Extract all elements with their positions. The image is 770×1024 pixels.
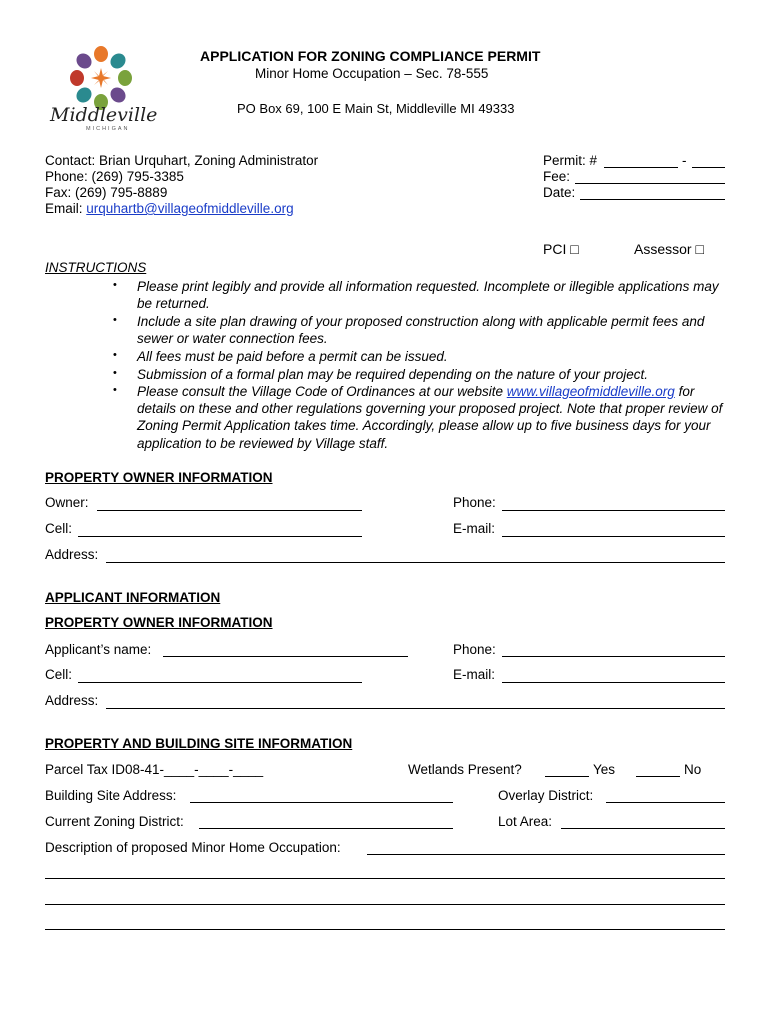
logo-wordmark: Middleville: [50, 104, 158, 126]
owner-label: Owner:: [45, 495, 89, 510]
instruction-item: Please print legibly and provide all information requested. Incomplete or illegible applications may be returned.: [137, 279, 719, 312]
instruction-item: Include a site plan drawing of your proposed construction along with applicable permit fees and sewer or water connection fees.: [137, 314, 705, 347]
contact-name: Contact: Brian Urquhart, Zoning Administrator: [45, 153, 319, 168]
applicant-email-field[interactable]: [502, 682, 725, 683]
owner-email-field[interactable]: [502, 536, 725, 537]
website-link[interactable]: www.villageofmiddleville.org: [506, 384, 675, 399]
assessor-checkbox-icon[interactable]: □: [695, 241, 704, 257]
wetlands-label: Wetlands Present?: [408, 762, 522, 777]
owner-field[interactable]: [97, 510, 362, 511]
applicant-address-label: Address:: [45, 693, 99, 708]
permit-dash: -: [682, 153, 687, 168]
permit-suffix-field[interactable]: [692, 167, 725, 168]
overlay-district-label: Overlay District:: [498, 788, 594, 803]
village-logo: [44, 42, 159, 134]
pci-checkbox-row[interactable]: [543, 241, 579, 257]
applicant-name-field[interactable]: [163, 656, 408, 657]
instruction-text: for details on these and other regulations governing your proposed project. Note that proper review of Zoning Permit Application takes time. Accordingly, please allow up to five business days for your application to be reviewed by Village staff.: [137, 384, 723, 451]
date-label: Date:: [543, 185, 576, 200]
contact-email-label: Email:: [45, 201, 87, 216]
site-section-heading: PROPERTY AND BUILDING SITE INFORMATION: [45, 736, 353, 751]
contact-phone: Phone: (269) 795-3385: [45, 169, 184, 184]
contact-email-link[interactable]: urquhartb@villageofmiddleville.org: [86, 201, 294, 216]
instruction-text: Please consult the Village Code of Ordinances at our website: [137, 384, 507, 399]
assessor-checkbox-row[interactable]: [634, 241, 704, 257]
bullet-icon: •: [113, 384, 117, 396]
building-address-label: Building Site Address:: [45, 788, 177, 803]
instruction-item-website: [137, 383, 729, 452]
bullet-icon: •: [113, 314, 117, 326]
owner-address-label: Address:: [45, 547, 99, 562]
applicant-cell-field[interactable]: [78, 682, 362, 683]
bullet-icon: •: [113, 279, 117, 291]
applicant-email-label: E-mail:: [453, 667, 496, 682]
assessor-label: Assessor: [634, 241, 692, 257]
owner-cell-field[interactable]: [78, 536, 362, 537]
description-field-line-2[interactable]: [45, 878, 725, 879]
zoning-district-field[interactable]: [199, 828, 453, 829]
pci-label: PCI: [543, 241, 567, 257]
instructions-heading: INSTRUCTIONS: [45, 260, 147, 275]
applicant-section-heading: APPLICANT INFORMATION: [45, 590, 221, 605]
building-address-field[interactable]: [190, 802, 453, 803]
office-address: PO Box 69, 100 E Main St, Middleville MI 49333: [237, 101, 515, 116]
instruction-item: Submission of a formal plan may be required depending on the nature of your project.: [137, 367, 649, 382]
bullet-icon: •: [113, 367, 117, 379]
applicant-cell-label: Cell:: [45, 667, 73, 682]
fee-field[interactable]: [575, 183, 725, 184]
wetlands-yes-field[interactable]: [545, 776, 589, 777]
permit-number-field[interactable]: [604, 167, 678, 168]
description-field-line-1[interactable]: [367, 854, 725, 855]
owner-section-heading: PROPERTY OWNER INFORMATION: [45, 470, 273, 485]
description-label: Description of proposed Minor Home Occupation:: [45, 840, 341, 855]
logo-subtext: MICHIGAN: [86, 126, 130, 132]
bullet-icon: •: [113, 349, 117, 361]
contact-fax: Fax: (269) 795-8889: [45, 185, 168, 200]
fee-label: Fee:: [543, 169, 571, 184]
wetlands-yes-label: Yes: [593, 762, 616, 777]
date-field[interactable]: [580, 199, 725, 200]
applicant-section-subheading: PROPERTY OWNER INFORMATION: [45, 615, 273, 630]
owner-email-label: E-mail:: [453, 521, 496, 536]
description-field-line-3[interactable]: [45, 904, 725, 905]
instruction-item: All fees must be paid before a permit can be issued.: [137, 349, 448, 364]
form-title: APPLICATION FOR ZONING COMPLIANCE PERMIT: [200, 48, 541, 64]
description-field-line-4[interactable]: [45, 929, 725, 930]
permit-label: Permit: #: [543, 153, 598, 168]
lot-area-label: Lot Area:: [498, 814, 553, 829]
lot-area-field[interactable]: [561, 828, 725, 829]
contact-email-row: [45, 201, 294, 216]
zoning-district-label: Current Zoning District:: [45, 814, 184, 829]
applicant-phone-label: Phone:: [453, 642, 496, 657]
form-subtitle: Minor Home Occupation – Sec. 78-555: [255, 66, 489, 81]
pci-checkbox-icon[interactable]: □: [570, 241, 579, 257]
owner-cell-label: Cell:: [45, 521, 73, 536]
owner-address-field[interactable]: [106, 562, 725, 563]
applicant-name-label: Applicant’s name:: [45, 642, 152, 657]
wetlands-no-field[interactable]: [636, 776, 680, 777]
applicant-phone-field[interactable]: [502, 656, 725, 657]
owner-phone-label: Phone:: [453, 495, 496, 510]
overlay-district-field[interactable]: [606, 802, 725, 803]
applicant-address-field[interactable]: [106, 708, 725, 709]
wetlands-no-label: No: [684, 762, 702, 777]
parcel-tax-id-field[interactable]: Parcel Tax ID08-41-____-____-____: [45, 762, 264, 777]
owner-phone-field[interactable]: [502, 510, 725, 511]
